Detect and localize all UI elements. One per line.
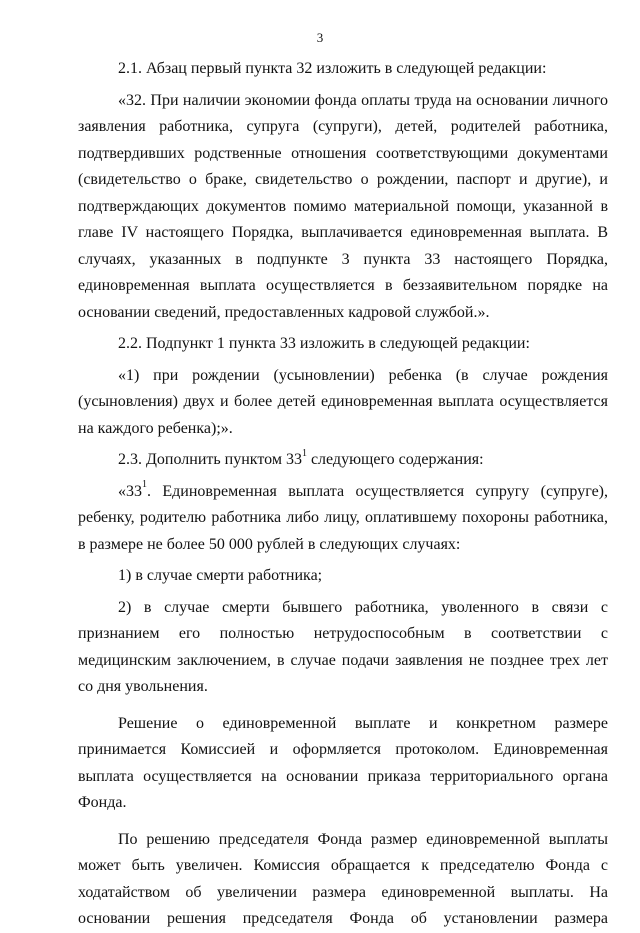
document-body bbox=[78, 56, 608, 933]
paragraph-33-1-body: . Единовременная выплата осуществляется супругу (супруге), ребенку, родителю работника либо лицу, оплатившему похороны работника, в размере не более 50 000 рублей в следующих случаях: bbox=[78, 482, 608, 553]
paragraph-32-text: «32. При наличии экономии фонда оплаты труда на основании личного заявления работника, супруга (супруги), детей, родителей работника, подтвердивших родственные отношения соответствующими документами (свидетельство о браке, свидетельство о рождении, паспорт и другие), и подтверждающих документов помимо материальной помощи, указанной в главе IV настоящего Порядка, выплачивается единовременная выплата. В случаях, указанных в подпункте 3 пункта 33 настоящего Порядка, единовременная выплата осуществляется в беззаявительном порядке на основании сведений, предоставленных кадровой службой.». bbox=[78, 91, 608, 321]
superscript: 1 bbox=[142, 479, 147, 491]
paragraph-33-1-lead: «33 bbox=[118, 482, 142, 500]
paragraph-33-sub1: «1) при рождении (усыновлении) ребенка (в случае рождения (усыновления) двух и более детей единовременная выплата осуществляется на каждого ребенка);». bbox=[78, 366, 608, 437]
paragraph-2-3 bbox=[78, 447, 608, 474]
paragraph-2-2: 2.2. Подпункт 1 пункта 33 изложить в следующей редакции: bbox=[118, 335, 530, 352]
paragraph-decision: Решение о единовременной выплате и конкретном размере принимается Комиссией и оформляется протоколом. Единовременная выплата осуществляется на основании приказа территориального органа Фонда. bbox=[78, 714, 608, 811]
list-item-2: 2) в случае смерти бывшего работника, уволенного в связи с признанием его полностью нетрудоспособным в соответствии с медицинским заключением, в случае подачи заявления не позднее трех лет со дня увольнения. bbox=[78, 598, 608, 695]
paragraph-2-1: 2.1. Абзац первый пункта 32 изложить в следующей редакции: bbox=[118, 60, 547, 77]
paragraph-33-1-text bbox=[78, 479, 608, 559]
list-item-1: 1) в случае смерти работника; bbox=[118, 567, 323, 584]
paragraph-2-3-tail: следующего содержания: bbox=[306, 451, 484, 468]
page-number: 3 bbox=[316, 30, 324, 45]
paragraph-increase: По решению председателя Фонда размер единовременной выплаты может быть увеличен. Комиссия обращается к председателю Фонда с ходатайством об увеличении размера единовременной выплаты. На основании решения председателя Фонда об установлении размера bbox=[78, 830, 608, 927]
superscript: 1 bbox=[301, 447, 307, 459]
paragraph-2-3-text: 2.3. Дополнить пунктом 33 bbox=[118, 451, 302, 468]
